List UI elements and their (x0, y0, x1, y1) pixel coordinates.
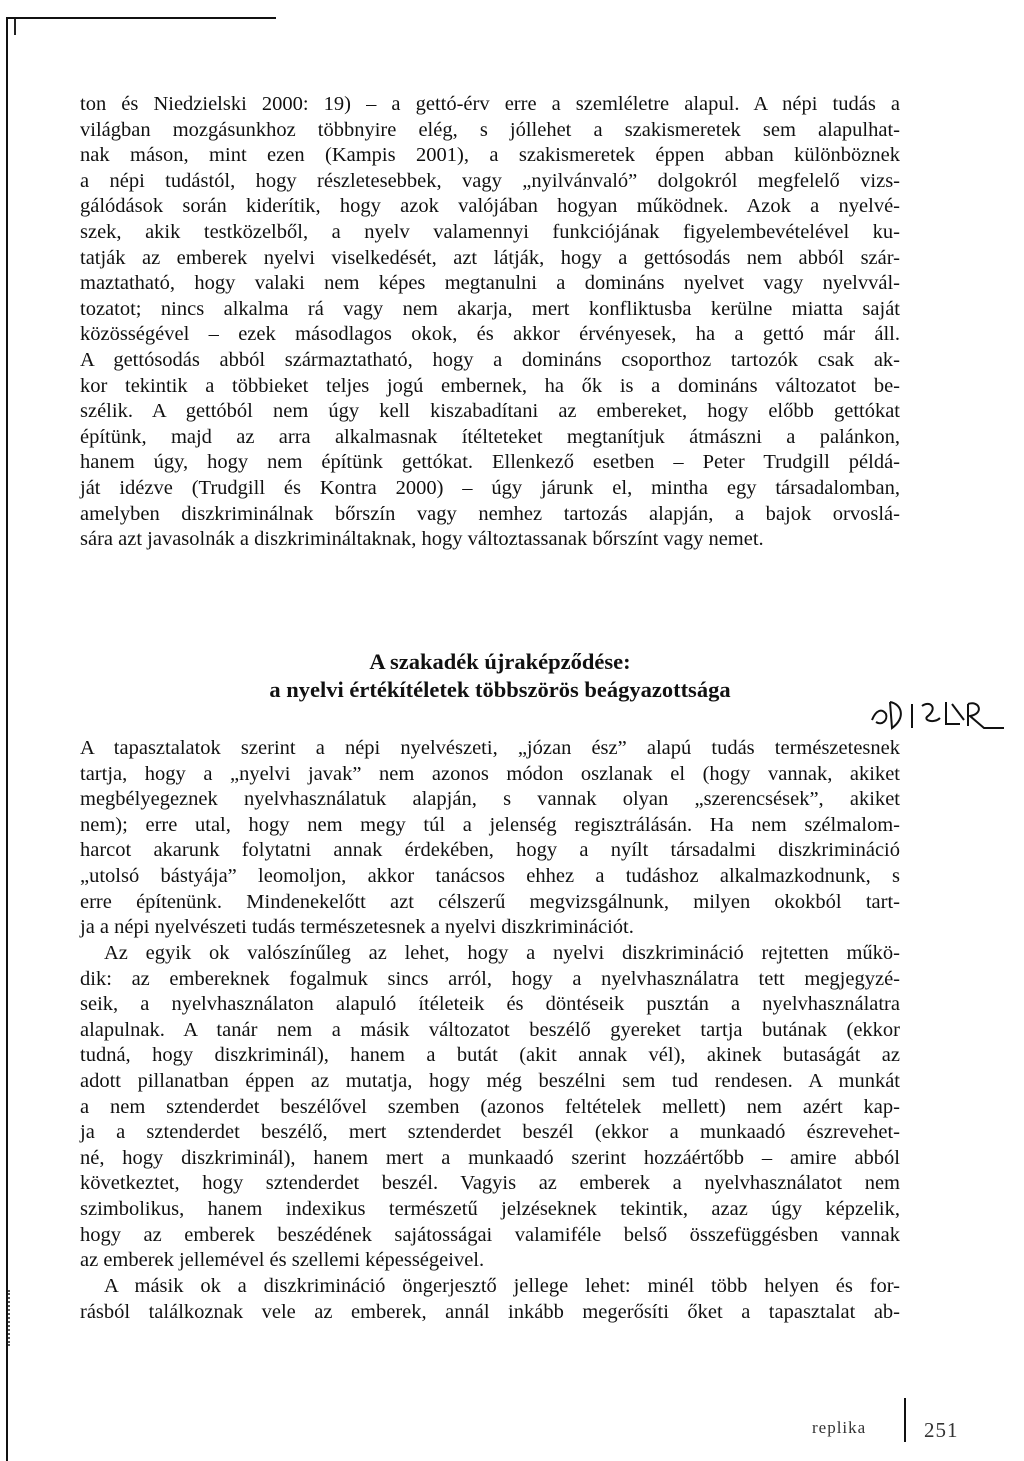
text-line: következtet, hogy sztenderdet beszél. Vagyis az emberek a nyelvhasználatot nem (80, 1172, 900, 1195)
text-line: megbélyegeznek nyelvhasználatuk alapján, s vannak olyan „szerencsések”, akiket (80, 788, 900, 811)
handwritten-signature (868, 688, 1018, 736)
scan-edge-top (6, 17, 276, 19)
text-line: gálódások során kiderítik, hogy azok valójában hogyan működnek. Azok a nyelvé- (80, 195, 900, 218)
text-line: ton és Niedzielski 2000: 19) – a gettó-érv erre a szemléletre alapul. A népi tudás a (80, 93, 900, 115)
text-line: nem); erre utal, hogy nem megy túl a jelenség regisztrálásán. Ha nem szélmalom- (80, 813, 900, 836)
text-line: A másik ok a diszkrimináció öngerjesztő jellege lehet: minél több helyen és for- (104, 1275, 900, 1297)
text-line: hanem úgy, hogy nem építünk gettókat. Ellenkező esetben – Peter Trudgill példá- (80, 451, 900, 474)
text-line: seik, a nyelvhasználaton alapuló ítéleteik és döntéseik pusztán a nyelvhasználatra (80, 993, 900, 1016)
text-line: világban mozgásunkhoz többnyire elég, s jóllehet a szakismeretek sem alapulhat- (80, 118, 900, 141)
text-line: hogy az emberek beszédének sajátosságai valamiféle belső összefüggésben vannak (80, 1223, 900, 1246)
text-line: szimbolikus, hanem indexikus természetű jelzéseknek tekintik, azaz úgy képzelik, (80, 1197, 900, 1220)
paragraph-1 (80, 92, 900, 553)
paragraph-3 (80, 941, 900, 1274)
text-line: adott pillanatban éppen az mutatja, hogy még beszélni sem tud rendesen. A munkát (80, 1069, 900, 1092)
text-line: sára azt javasolnák a diszkrimináltaknak, hogy változtassanak bőrszínt vagy nemet. (80, 528, 764, 551)
scan-edge-left (6, 17, 8, 1461)
paragraph-2 (80, 736, 900, 941)
text-line: közösségével – ezek másodlagos okok, és akkor érvényesek, ha a gettó már áll. (80, 323, 900, 346)
text-line: A tapasztalatok szerint a népi nyelvészeti, „józan ész” alapú tudás természetesnek (80, 737, 900, 759)
section-heading-line-2: a nyelvi értékítéletek többszörös beágyazottsága (269, 677, 731, 702)
text-line: tozatot; nincs alkalma rá vagy nem akarja, mert konfliktusba kerülne miatta saját (80, 297, 900, 320)
text-line: tatják az emberek nyelvi viselkedését, azt látják, hogy a gettósodás nem abból szár- (80, 246, 900, 269)
text-line: ja a népi nyelvészeti tudás természetesnek a nyelvi diszkriminációt. (80, 916, 634, 939)
footer-divider (904, 1398, 906, 1442)
text-line: tartja, hogy a „nyelvi javak” nem azonos módon oszlanak el (hogy vannak, akiket (80, 762, 900, 785)
text-line: amelyben diszkriminálnak bőrszín vagy nemhez tartozás alapján, a bajok orvoslá- (80, 502, 900, 525)
text-line: ját idézve (Trudgill és Kontra 2000) – úgy járunk el, mintha egy társadalomban, (80, 476, 900, 499)
text-line: az emberek jellemével és szellemi képességeivel. (80, 1249, 485, 1272)
paragraph-4 (80, 1274, 900, 1325)
text-line: szek, akik testközelből, a nyelv valamennyi funkciójának figyelembevételével ku- (80, 220, 900, 243)
section-heading (180, 648, 820, 704)
text-line: rásból találkoznak vele az emberek, annál inkább megerősíti őket a tapasztalat ab- (80, 1300, 900, 1323)
journal-name: replika (812, 1418, 867, 1437)
text-line: szélik. A gettóból nem úgy kell kiszabadítani az embereket, hogy előbb gettókat (80, 400, 900, 423)
text-line: erre építenünk. Mindenekelőtt azt célszerű megvizsgálnunk, milyen okokból tart- (80, 890, 900, 913)
text-line: nak máson, mint ezen (Kampis 2001), a szakismeretek éppen abban különböznek (80, 144, 900, 167)
text-line: építünk, majd az arra alkalmasnak ítélteteket megtanítjuk átmászni a palánkon, (80, 425, 900, 448)
text-line: Az egyik ok valószínűleg az lehet, hogy a nyelvi diszkrimináció rejtetten műkö- (104, 942, 900, 964)
text-line: ja a sztenderdet beszélő, mert sztenderdet beszél (ekkor a munkaadó észrevehet- (80, 1121, 900, 1144)
margin-dots (8, 1290, 12, 1346)
text-line: dik: az embereknek fogalmuk sincs arról, hogy a nyelvhasználatra tett megjegyzé- (80, 967, 900, 990)
page-number: 251 (924, 1418, 959, 1442)
text-line: a nem sztenderdet beszélővel szemben (azonos feltételek mellett) nem azért kap- (80, 1095, 900, 1118)
text-line: né, hogy diszkriminál), hanem mert a munkaadó szerint hozzáértőbb – amire abból (80, 1146, 900, 1169)
text-line: kor tekintik a többieket teljes jogú embernek, ha ők is a domináns változatot be- (80, 374, 900, 397)
text-line: maztatható, hogy valaki nem képes megtanulni a domináns nyelvet vagy nyelvvál- (80, 272, 900, 295)
scan-mark (14, 19, 16, 35)
text-line: harcot akarunk folytatni annak érdekében, hogy a nyílt társadalmi diszkrimináció (80, 839, 900, 862)
text-line: A gettósodás abból származtatható, hogy a domináns csoporthoz tartozók csak ak- (80, 348, 900, 371)
text-line: a népi tudástól, hogy részletesebbek, vagy „nyilvánvaló” dolgokról megfelelő vizs- (80, 169, 900, 192)
section-heading-line-1: A szakadék újraképződése: (369, 649, 631, 674)
text-line: „utolsó bástyája” leomoljon, akkor tanácsos ehhez a tudáshoz alkalmazkodnunk, s (80, 864, 900, 887)
text-line: alapulnak. A tanár nem a másik változatot beszélő gyereket tartja butának (ekkor (80, 1018, 900, 1041)
text-line: tudná, hogy diszkriminál), hanem a butát (akit annak vél), akinek butaságát az (80, 1044, 900, 1067)
